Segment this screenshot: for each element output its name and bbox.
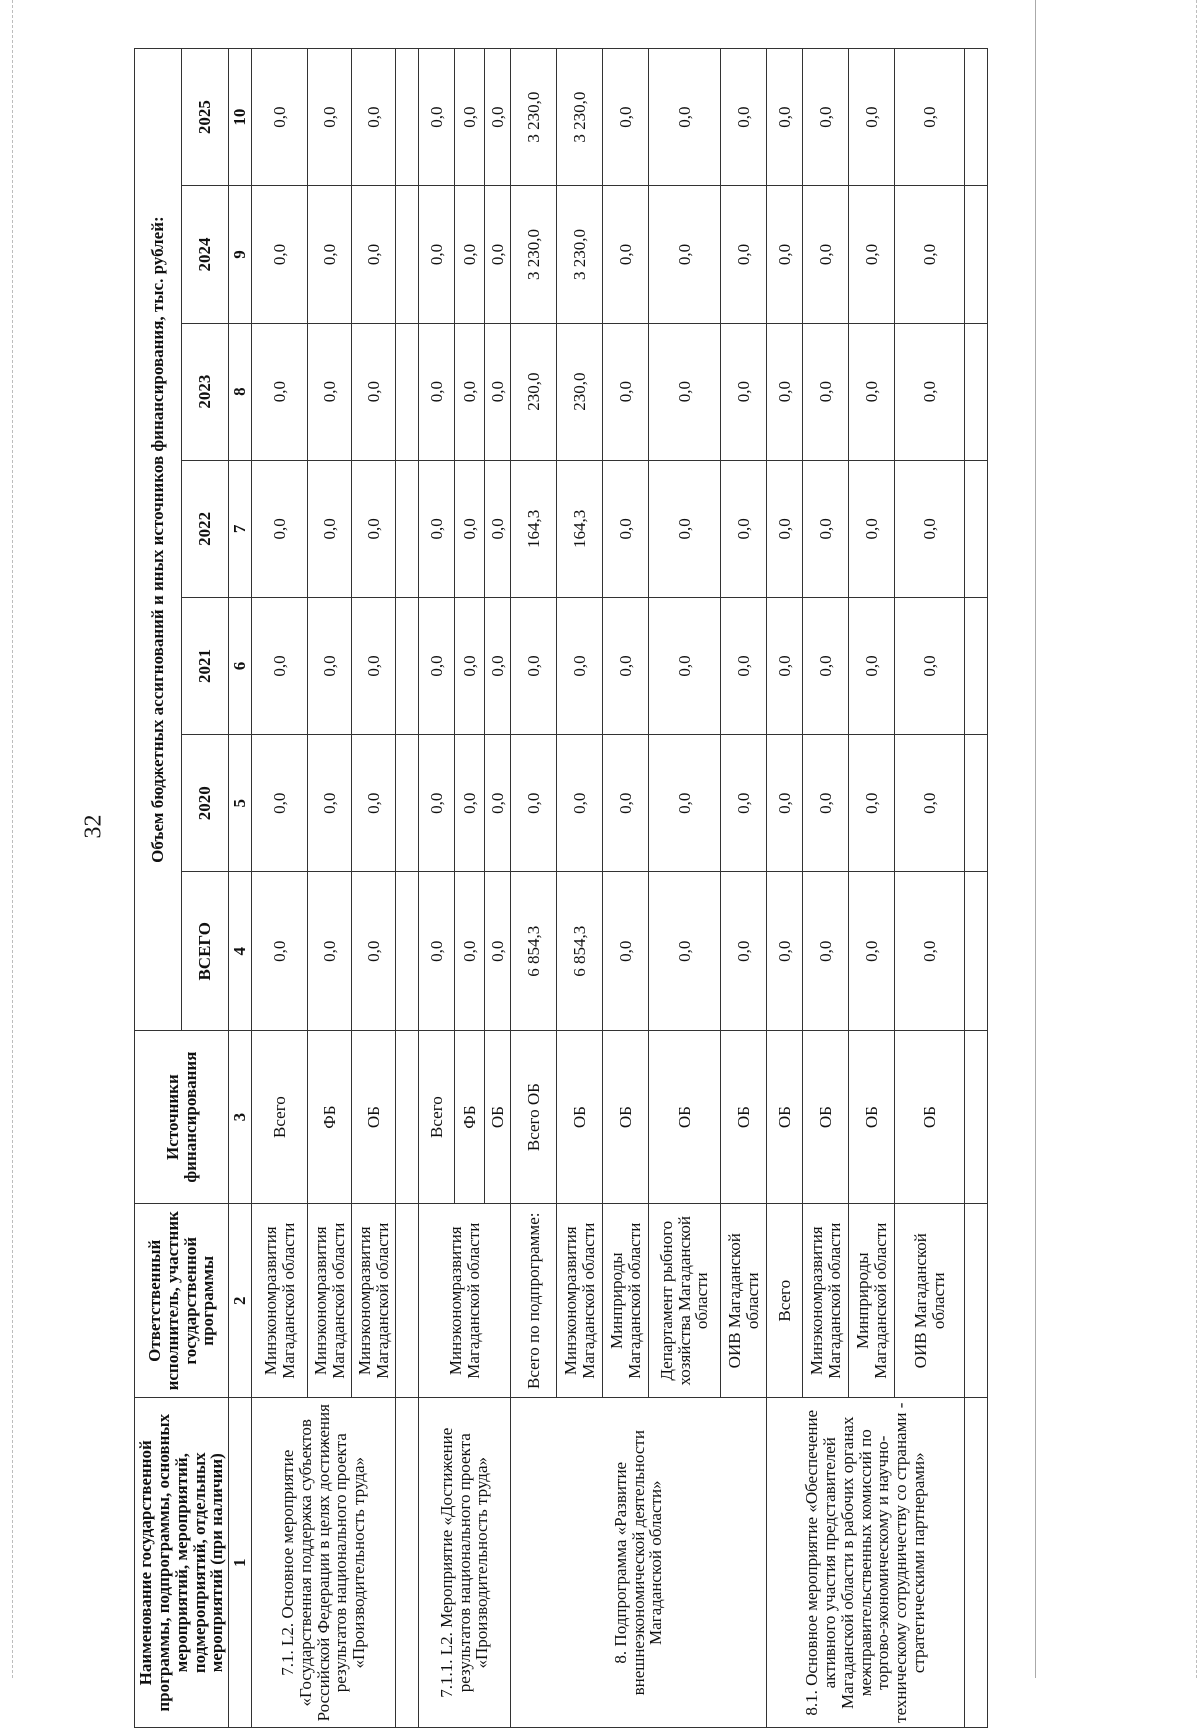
executor-cell: Всего xyxy=(767,1204,803,1398)
value-cell: 0,0 xyxy=(721,323,767,460)
value-cell: 0,0 xyxy=(767,460,803,597)
header-year: 2020 xyxy=(182,735,229,872)
value-cell: 0,0 xyxy=(485,735,511,872)
value-cell: 0,0 xyxy=(308,186,352,323)
source-cell: ОБ xyxy=(603,1031,649,1204)
empty-cell xyxy=(396,1398,419,1728)
empty-cell xyxy=(396,1204,419,1398)
col-index: 6 xyxy=(229,597,252,734)
empty-cell xyxy=(965,1031,988,1204)
value-cell: 0,0 xyxy=(767,872,803,1031)
col-index: 1 xyxy=(229,1398,252,1728)
source-cell: ОБ xyxy=(649,1031,721,1204)
value-cell: 0,0 xyxy=(603,735,649,872)
col-index: 2 xyxy=(229,1204,252,1398)
col-index: 9 xyxy=(229,186,252,323)
value-cell: 0,0 xyxy=(557,735,603,872)
value-cell: 0,0 xyxy=(803,49,849,186)
source-cell: Всего xyxy=(419,1031,455,1204)
header-executor: Ответственный исполнитель, участник государственной программы xyxy=(135,1204,229,1398)
source-cell: ОБ xyxy=(895,1031,965,1204)
value-cell: 0,0 xyxy=(419,186,455,323)
executor-cell: Минэкономразвития Магаданской области xyxy=(252,1204,308,1398)
value-cell: 0,0 xyxy=(455,323,485,460)
value-cell: 0,0 xyxy=(721,186,767,323)
source-cell: ОБ xyxy=(767,1031,803,1204)
executor-cell: ОИВ Магаданской области xyxy=(895,1204,965,1398)
value-cell: 0,0 xyxy=(511,735,557,872)
margin-fold-line xyxy=(12,0,13,1678)
executor-cell: Минэкономразвития Магаданской области xyxy=(803,1204,849,1398)
value-cell: 0,0 xyxy=(455,597,485,734)
value-cell: 0,0 xyxy=(849,323,895,460)
value-cell: 164,3 xyxy=(557,460,603,597)
value-cell: 0,0 xyxy=(603,49,649,186)
empty-cell xyxy=(396,872,419,1031)
value-cell: 0,0 xyxy=(557,597,603,734)
value-cell: 0,0 xyxy=(767,186,803,323)
item-name: 8.1. Основное мероприятие «Обеспечение активного участия представителей Магаданской области в рабочих органах межправительственных комиссий по торгово-экономическому и научно-техническому сотрудничеству со странами - стратегическими партнерами» xyxy=(767,1398,965,1728)
value-cell: 0,0 xyxy=(649,49,721,186)
spacer-row xyxy=(396,49,419,1728)
empty-cell xyxy=(965,735,988,872)
header-sources: Источники финансирования xyxy=(135,1031,229,1204)
value-cell: 0,0 xyxy=(803,460,849,597)
empty-cell xyxy=(965,460,988,597)
empty-cell xyxy=(965,323,988,460)
value-cell: 0,0 xyxy=(803,872,849,1031)
value-cell: 0,0 xyxy=(803,735,849,872)
value-cell: 164,3 xyxy=(511,460,557,597)
value-cell: 0,0 xyxy=(721,49,767,186)
executor-cell: Минэкономразвития Магаданской области xyxy=(557,1204,603,1398)
col-index: 7 xyxy=(229,460,252,597)
item-name: 7.1.1. L2. Мероприятие «Достижение результатов национального проекта «Производительность труда» xyxy=(419,1398,511,1728)
value-cell: 0,0 xyxy=(803,323,849,460)
value-cell: 0,0 xyxy=(895,186,965,323)
empty-cell xyxy=(396,186,419,323)
value-cell: 0,0 xyxy=(252,597,308,734)
executor-cell: Минприроды Магаданской области xyxy=(849,1204,895,1398)
value-cell: 0,0 xyxy=(419,323,455,460)
value-cell: 0,0 xyxy=(649,597,721,734)
source-cell: Всего ОБ xyxy=(511,1031,557,1204)
value-cell: 0,0 xyxy=(419,460,455,597)
empty-cell xyxy=(396,735,419,872)
value-cell: 0,0 xyxy=(455,735,485,872)
value-cell: 0,0 xyxy=(352,186,396,323)
value-cell: 0,0 xyxy=(849,735,895,872)
value-cell: 0,0 xyxy=(803,597,849,734)
value-cell: 0,0 xyxy=(767,323,803,460)
value-cell: 0,0 xyxy=(511,597,557,734)
value-cell: 0,0 xyxy=(252,872,308,1031)
value-cell: 3 230,0 xyxy=(511,186,557,323)
value-cell: 0,0 xyxy=(419,597,455,734)
value-cell: 0,0 xyxy=(485,49,511,186)
empty-cell xyxy=(965,186,988,323)
value-cell: 0,0 xyxy=(455,49,485,186)
value-cell: 0,0 xyxy=(419,872,455,1031)
table-row xyxy=(252,49,308,1728)
empty-cell xyxy=(396,49,419,186)
empty-cell xyxy=(965,1204,988,1398)
value-cell: 0,0 xyxy=(603,186,649,323)
value-cell: 0,0 xyxy=(419,735,455,872)
empty-cell xyxy=(396,460,419,597)
value-cell: 0,0 xyxy=(485,597,511,734)
funding-table xyxy=(134,48,988,1728)
executor-cell: Минэкономразвития Магаданской области xyxy=(308,1204,352,1398)
source-cell: ОБ xyxy=(803,1031,849,1204)
value-cell: 0,0 xyxy=(767,735,803,872)
table-row xyxy=(511,49,557,1728)
value-cell: 0,0 xyxy=(252,49,308,186)
value-cell: 0,0 xyxy=(849,597,895,734)
value-cell: 0,0 xyxy=(895,597,965,734)
value-cell: 0,0 xyxy=(767,49,803,186)
header-funding-volume: Объем бюджетных ассигнований и иных источников финансирования, тыс. рублей: xyxy=(135,49,182,1031)
value-cell: 0,0 xyxy=(419,49,455,186)
header-row xyxy=(135,49,182,1728)
value-cell: 0,0 xyxy=(455,872,485,1031)
value-cell: 0,0 xyxy=(308,872,352,1031)
value-cell: 0,0 xyxy=(352,872,396,1031)
empty-cell xyxy=(965,597,988,734)
col-index: 8 xyxy=(229,323,252,460)
value-cell: 0,0 xyxy=(352,597,396,734)
header-year: 2024 xyxy=(182,186,229,323)
source-cell: Всего xyxy=(252,1031,308,1204)
header-year: 2023 xyxy=(182,323,229,460)
executor-cell: Минприроды Магаданской области xyxy=(603,1204,649,1398)
value-cell: 0,0 xyxy=(603,597,649,734)
source-cell: ОБ xyxy=(721,1031,767,1204)
value-cell: 0,0 xyxy=(352,49,396,186)
table-row xyxy=(767,49,803,1728)
empty-cell xyxy=(965,872,988,1031)
value-cell: 0,0 xyxy=(252,460,308,597)
value-cell: 0,0 xyxy=(721,735,767,872)
value-cell: 0,0 xyxy=(649,460,721,597)
value-cell: 0,0 xyxy=(849,460,895,597)
source-cell: ФБ xyxy=(308,1031,352,1204)
empty-cell xyxy=(965,49,988,186)
spacer-row xyxy=(965,49,988,1728)
value-cell: 0,0 xyxy=(649,186,721,323)
value-cell: 0,0 xyxy=(721,597,767,734)
value-cell: 0,0 xyxy=(849,49,895,186)
value-cell: 0,0 xyxy=(252,323,308,460)
header-total: ВСЕГО xyxy=(182,872,229,1031)
value-cell: 0,0 xyxy=(308,49,352,186)
value-cell: 230,0 xyxy=(511,323,557,460)
value-cell: 6 854,3 xyxy=(557,872,603,1031)
value-cell: 0,0 xyxy=(308,597,352,734)
value-cell: 0,0 xyxy=(252,735,308,872)
executor-cell: Всего по подпрограмме: xyxy=(511,1204,557,1398)
value-cell: 0,0 xyxy=(649,872,721,1031)
executor-cell: Минэкономразвития Магаданской области xyxy=(352,1204,396,1398)
value-cell: 0,0 xyxy=(485,186,511,323)
value-cell: 0,0 xyxy=(252,186,308,323)
value-cell: 0,0 xyxy=(767,597,803,734)
value-cell: 0,0 xyxy=(649,323,721,460)
value-cell: 0,0 xyxy=(485,460,511,597)
header-year: 2025 xyxy=(182,49,229,186)
source-cell: ОБ xyxy=(485,1031,511,1204)
value-cell: 0,0 xyxy=(603,460,649,597)
executor-cell: Департамент рыбного хозяйства Магаданской области xyxy=(649,1204,721,1398)
value-cell: 0,0 xyxy=(308,323,352,460)
column-index-row xyxy=(229,49,252,1728)
page-number: 32 xyxy=(80,814,107,839)
value-cell: 0,0 xyxy=(603,872,649,1031)
value-cell: 0,0 xyxy=(308,735,352,872)
table-row xyxy=(419,49,455,1728)
header-year: 2021 xyxy=(182,597,229,734)
header-year: 2022 xyxy=(182,460,229,597)
value-cell: 3 230,0 xyxy=(557,49,603,186)
value-cell: 0,0 xyxy=(485,872,511,1031)
value-cell: 3 230,0 xyxy=(511,49,557,186)
col-index: 5 xyxy=(229,735,252,872)
executor-cell: Минэкономразвития Магаданской области xyxy=(419,1204,511,1398)
value-cell: 0,0 xyxy=(308,460,352,597)
value-cell: 0,0 xyxy=(895,460,965,597)
value-cell: 0,0 xyxy=(649,735,721,872)
col-index: 3 xyxy=(229,1031,252,1204)
col-index: 4 xyxy=(229,872,252,1031)
value-cell: 0,0 xyxy=(485,323,511,460)
empty-cell xyxy=(396,1031,419,1204)
value-cell: 0,0 xyxy=(455,460,485,597)
value-cell: 0,0 xyxy=(721,460,767,597)
value-cell: 0,0 xyxy=(721,872,767,1031)
source-cell: ОБ xyxy=(352,1031,396,1204)
value-cell: 0,0 xyxy=(455,186,485,323)
margin-fold-line xyxy=(1196,0,1197,1678)
value-cell: 0,0 xyxy=(352,323,396,460)
value-cell: 0,0 xyxy=(895,49,965,186)
empty-cell xyxy=(396,323,419,460)
document-frame xyxy=(134,48,1063,1728)
item-name: 8. Подпрограмма «Развитие внешнеэкономической деятельности Магаданской области» xyxy=(511,1398,767,1728)
value-cell: 0,0 xyxy=(352,460,396,597)
source-cell: ФБ xyxy=(455,1031,485,1204)
item-name: 7.1. L2. Основное мероприятие «Государственная поддержка субъектов Российской Федерации в целях достижения результатов национального проекта «Производительность труда» xyxy=(252,1398,396,1728)
value-cell: 0,0 xyxy=(895,872,965,1031)
empty-cell xyxy=(965,1398,988,1728)
value-cell: 0,0 xyxy=(603,323,649,460)
value-cell: 230,0 xyxy=(557,323,603,460)
value-cell: 6 854,3 xyxy=(511,872,557,1031)
empty-cell xyxy=(396,597,419,734)
col-index: 10 xyxy=(229,49,252,186)
executor-cell: ОИВ Магаданской области xyxy=(721,1204,767,1398)
value-cell: 0,0 xyxy=(803,186,849,323)
value-cell: 0,0 xyxy=(849,186,895,323)
value-cell: 0,0 xyxy=(352,735,396,872)
source-cell: ОБ xyxy=(849,1031,895,1204)
value-cell: 0,0 xyxy=(895,323,965,460)
value-cell: 3 230,0 xyxy=(557,186,603,323)
value-cell: 0,0 xyxy=(849,872,895,1031)
value-cell: 0,0 xyxy=(895,735,965,872)
source-cell: ОБ xyxy=(557,1031,603,1204)
header-name: Наименование государственной программы, подпрограммы, основных мероприятий, мероприятий, подмероприятий, отдельных мероприятий (при наличии) xyxy=(135,1398,229,1728)
